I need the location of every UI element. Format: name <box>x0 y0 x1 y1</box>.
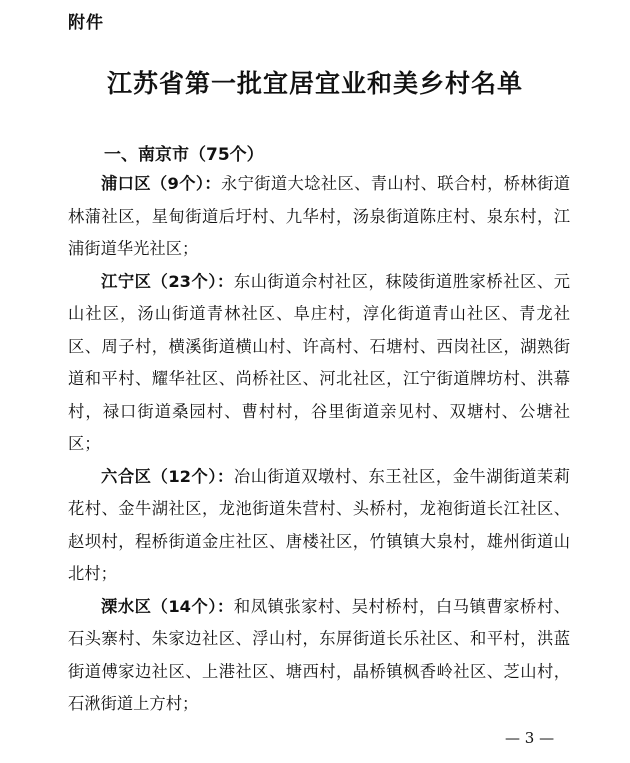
district-paragraph <box>68 168 570 266</box>
district-name: 六合区（12个）： <box>101 466 234 486</box>
district-name: 江宁区（23个）： <box>101 271 234 291</box>
district-paragraph <box>68 461 570 591</box>
district-name: 浦口区（9个）： <box>101 174 221 193</box>
district-name: 溧水区（14个）： <box>101 596 234 616</box>
district-paragraph <box>68 591 570 721</box>
document-title: 江苏省第一批宜居宜业和美乡村名单 <box>106 69 523 98</box>
district-list: 冶山街道双墩村、东王社区，金牛湖街道茉莉花村、金牛湖社区，龙池街道朱营村、头桥村，龙袍街道长江社区、赵坝村，程桥街道金庄社区、唐楼社区，竹镇镇大泉村，雄州街道山北村； <box>68 466 570 583</box>
page-number: — 3 — <box>505 729 555 747</box>
attachment-label: 附件 <box>68 13 104 33</box>
district-list: 永宁街道大埝社区、青山村、联合村，桥林街道林蒲社区，星甸街道后圩村、九华村，汤泉街道陈庄村、泉东村，江浦街道华光社区； <box>68 174 570 258</box>
section-heading: 一、南京市（75个） <box>104 145 264 165</box>
document-body <box>68 168 570 721</box>
district-paragraph <box>68 266 570 461</box>
district-list: 和凤镇张家村、吴村桥村，白马镇曹家桥村、石头寨村、朱家边社区、浮山村，东屏街道长乐社区、和平村，洪蓝街道傅家边社区、上港社区、塘西村，晶桥镇枫香岭社区、芝山村，石湫街道上方村； <box>68 596 570 713</box>
district-list: 东山街道佘村社区，秣陵街道胜家桥社区、元山社区，汤山街道青林社区、阜庄村，淳化街道青山社区、青龙社区、周子村，横溪街道横山村、许高村、石塘村、西岗社区，湖熟街道和平村、耀华社区、尚桥社区、河北社区，江宁街道牌坊村、洪幕村，禄口街道桑园村、曹村村，谷里街道亲见村、双塘村、公塘社区； <box>68 271 570 453</box>
